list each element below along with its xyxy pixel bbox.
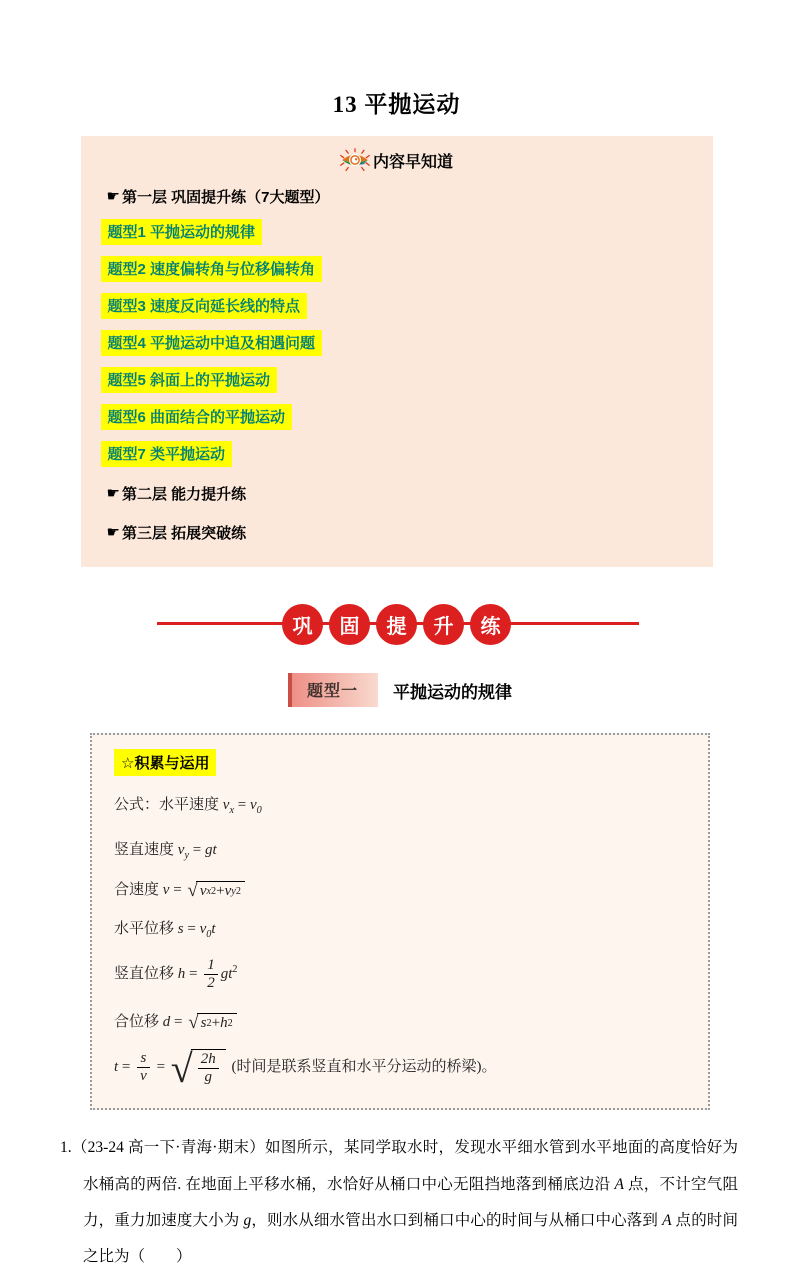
topic-list-item: 题型6 曲面结合的平抛运动 xyxy=(101,404,293,430)
layer-1-label: 第一层 巩固提升练（7大题型） xyxy=(121,189,330,206)
layer-3-label: 第三层 拓展突破练 xyxy=(121,525,247,542)
eye-icon xyxy=(340,148,370,172)
formula-box xyxy=(90,733,710,1110)
topic-title: 平抛运动的规律 xyxy=(393,682,513,702)
content-overview-box xyxy=(81,136,713,567)
overview-header-label: 内容早知道 xyxy=(372,153,453,171)
topic-list-item: 题型2 速度偏转角与位移偏转角 xyxy=(101,256,323,282)
formula-line: 公式：水平速度 $v_x = v_0$ xyxy=(114,797,262,816)
formula-line: 竖直速度 $v_y$ = gt xyxy=(114,842,217,861)
page-title: 13 平抛运动 xyxy=(332,92,461,117)
overview-header xyxy=(101,148,693,172)
formula-list xyxy=(114,793,686,1092)
banner-circle-char: 升 xyxy=(423,604,464,645)
section-banner xyxy=(0,603,793,645)
question-1 xyxy=(60,1130,738,1276)
formula-box-header: ☆积累与运用 xyxy=(114,749,216,776)
pointing-hand-icon: ☛ xyxy=(106,524,120,541)
topic-list-item: 题型7 类平抛运动 xyxy=(101,441,233,467)
topic-heading xyxy=(288,673,793,707)
banner-circle-char: 巩 xyxy=(282,604,323,645)
topic-list-item: 题型3 速度反向延长线的特点 xyxy=(101,293,308,319)
topic-list-item: 题型4 平抛运动中追及相遇问题 xyxy=(101,330,323,356)
banner-circle-char: 练 xyxy=(470,604,511,645)
formula-line: t = $\frac{s}{v}$ = √ $\frac{2h}{g}$ (时间是联系竖直和水平分运动的桥梁)。 xyxy=(114,1046,497,1092)
layer-2-label: 第二层 能力提升练 xyxy=(121,486,247,503)
question-1-text: 1.（23-24 高一下·青海·期末）如图所示，某同学取水时，发现水平细水管到水平地面的高度恰好为水桶高的两倍. 在地面上平移水桶，水恰好从桶口中心无阻挡地落到桶底边沿 A 点，不计空气阻力，重力加速度大小为 g，则水从细水管出水口到桶口中心的时间与从桶口中心落到 A 点的时间之比为（ ） xyxy=(60,1139,738,1266)
formula-line: 水平位移 $s = v_0t$ xyxy=(114,921,216,941)
banner-circle-char: 提 xyxy=(376,604,417,645)
layer-1-row xyxy=(107,186,693,207)
formula-line: 合速度 v = √ v x 2 + v y 2 xyxy=(114,878,686,900)
layer-3-row xyxy=(107,522,693,543)
pointing-hand-icon: ☛ xyxy=(106,485,120,502)
banner-circles xyxy=(282,604,511,645)
topic-list-item: 题型5 斜面上的平抛运动 xyxy=(101,367,278,393)
formula-line: 竖直位移 h = $\frac{1}{2}$ $gt^2$ xyxy=(114,957,238,992)
topic-list xyxy=(101,219,693,467)
formula-line: 合位移 d = √ s 2 + h 2 xyxy=(114,1010,686,1032)
pointing-hand-icon: ☛ xyxy=(106,188,120,205)
topic-list-item: 题型1 平抛运动的规律 xyxy=(101,219,263,245)
banner-circle-char: 固 xyxy=(329,604,370,645)
topic-badge: 题型一 xyxy=(288,673,378,707)
layer-2-row xyxy=(107,483,693,504)
